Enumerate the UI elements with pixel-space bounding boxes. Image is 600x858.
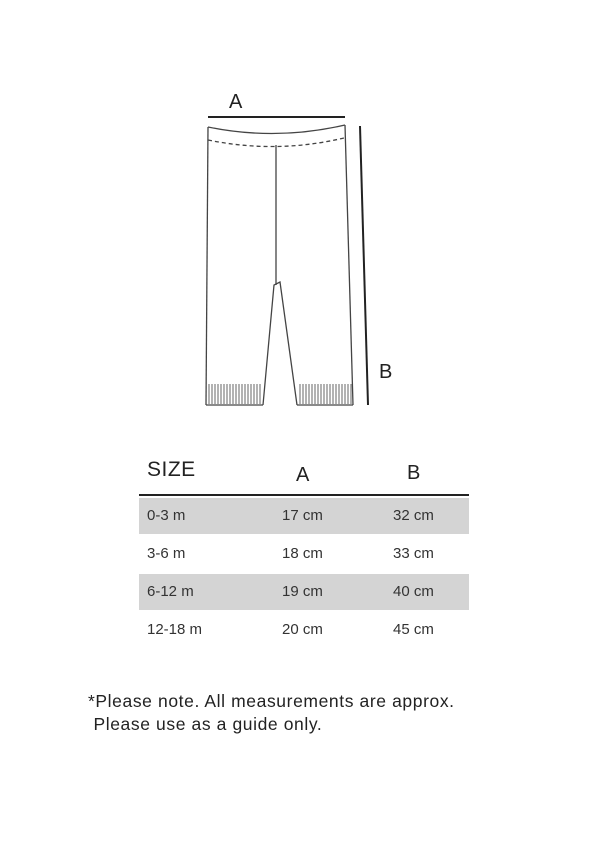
cell-a: 17 cm: [282, 507, 323, 524]
measure-line-b: [360, 126, 368, 405]
table-header: [139, 452, 469, 496]
note-line-2: Please use as a guide only.: [88, 714, 323, 734]
cell-a: 18 cm: [282, 545, 323, 562]
cell-b: 33 cm: [393, 545, 434, 562]
cell-size: 12-18 m: [147, 621, 203, 638]
cell-b: 40 cm: [393, 583, 434, 600]
header-b: B: [407, 462, 421, 484]
table-row: [139, 536, 469, 572]
cell-size: 6-12 m: [147, 583, 194, 600]
note-line-1: *Please note. All measurements are approx.: [88, 691, 455, 711]
dimension-label-a: A: [229, 91, 243, 113]
cell-size: 0-3 m: [147, 507, 186, 524]
header-a: A: [296, 464, 310, 486]
ribbed-cuffs: [209, 384, 351, 404]
table-row: [139, 574, 469, 610]
cell-size: 3-6 m: [147, 545, 186, 562]
table-row: [139, 498, 469, 534]
size-chart-table: [139, 452, 469, 648]
table-row: [139, 612, 469, 648]
measurement-note: [88, 690, 455, 736]
cell-b: 45 cm: [393, 621, 434, 638]
header-size: SIZE: [147, 458, 196, 481]
dimension-label-b: B: [379, 361, 393, 383]
cell-b: 32 cm: [393, 507, 434, 524]
cell-a: 20 cm: [282, 621, 323, 638]
cell-a: 19 cm: [282, 583, 323, 600]
pants-outline: [206, 125, 353, 405]
